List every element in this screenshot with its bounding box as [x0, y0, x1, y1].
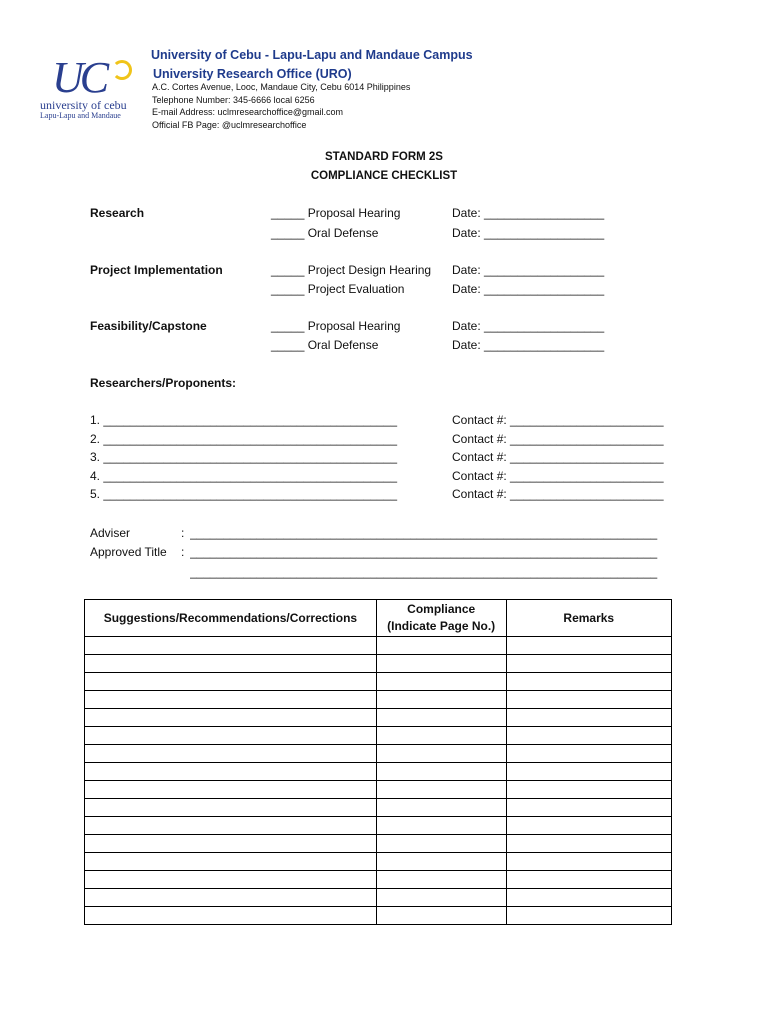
compliance-cell[interactable]: [376, 871, 506, 889]
suggestion-cell[interactable]: [85, 907, 377, 925]
campus-name: University of Cebu - Lapu-Lapu and Mandaue Campus: [151, 48, 473, 62]
compliance-cell[interactable]: [376, 727, 506, 745]
logo-subtitle: Lapu-Lapu and Mandaue: [40, 111, 121, 120]
remarks-cell[interactable]: [506, 781, 671, 799]
researcher-name-field[interactable]: 5. ____________________________________________: [90, 487, 397, 501]
suggestion-cell[interactable]: [85, 673, 377, 691]
remarks-cell[interactable]: [506, 673, 671, 691]
compliance-header-line1: Compliance: [407, 602, 476, 616]
compliance-cell[interactable]: [376, 817, 506, 835]
suggestion-cell[interactable]: [85, 781, 377, 799]
table-row: [85, 727, 672, 745]
remarks-cell[interactable]: [506, 727, 671, 745]
remarks-cell[interactable]: [506, 889, 671, 907]
suggestion-cell[interactable]: [85, 727, 377, 745]
researcher-name-field[interactable]: 4. ____________________________________________: [90, 469, 397, 483]
remarks-cell[interactable]: [506, 871, 671, 889]
compliance-cell[interactable]: [376, 853, 506, 871]
compliance-cell[interactable]: [376, 763, 506, 781]
university-logo: [38, 53, 138, 126]
adviser-label: Adviser: [90, 526, 131, 540]
suggestion-cell[interactable]: [85, 889, 377, 907]
adviser-colon: :: [181, 526, 185, 540]
table-row: [85, 799, 672, 817]
compliance-cell[interactable]: [376, 655, 506, 673]
contact-field[interactable]: Contact #: _______________________: [452, 413, 664, 427]
date-field[interactable]: Date: __________________: [452, 319, 605, 333]
telephone: Telephone Number: 345-6666 local 6256: [152, 95, 315, 105]
contact-field[interactable]: Contact #: _______________________: [452, 432, 664, 446]
suggestion-cell[interactable]: [85, 835, 377, 853]
suggestion-cell[interactable]: [85, 655, 377, 673]
suggestion-cell[interactable]: [85, 709, 377, 727]
researcher-name-field[interactable]: 1. ____________________________________________: [90, 413, 397, 427]
facebook-page: Official FB Page: @uclmresearchoffice: [152, 120, 307, 130]
form-subtitle: COMPLIANCE CHECKLIST: [310, 170, 458, 182]
approved-title-label: Approved Title: [90, 545, 167, 559]
table-row: [85, 889, 672, 907]
compliance-cell[interactable]: [376, 781, 506, 799]
table-row: [85, 745, 672, 763]
compliance-cell[interactable]: [376, 673, 506, 691]
suggestion-cell[interactable]: [85, 817, 377, 835]
suggestion-cell[interactable]: [85, 853, 377, 871]
contact-field[interactable]: Contact #: _______________________: [452, 469, 664, 483]
suggestion-cell[interactable]: [85, 637, 377, 655]
logo-name: university of cebu: [40, 98, 127, 112]
researcher-name-field[interactable]: 3. ____________________________________________: [90, 450, 397, 464]
date-field[interactable]: Date: __________________: [452, 338, 605, 352]
remarks-cell[interactable]: [506, 709, 671, 727]
compliance-cell[interactable]: [376, 835, 506, 853]
remarks-cell[interactable]: [506, 907, 671, 925]
checkbox-line[interactable]: _____ Project Evaluation: [271, 282, 405, 296]
researchers-label: Researchers/Proponents:: [90, 376, 237, 390]
suggestion-cell[interactable]: [85, 691, 377, 709]
approved-title-field[interactable]: ______________________________________________________________________: [190, 545, 658, 559]
date-field[interactable]: Date: __________________: [452, 263, 605, 277]
compliance-cell[interactable]: [376, 637, 506, 655]
checkbox-line[interactable]: _____ Project Design Hearing: [271, 263, 432, 277]
logo-mark: UC: [52, 53, 106, 102]
column-header-suggestions: Suggestions/Recommendations/Corrections: [85, 600, 377, 637]
table-row: [85, 907, 672, 925]
date-field[interactable]: Date: __________________: [452, 226, 605, 240]
contact-field[interactable]: Contact #: _______________________: [452, 450, 664, 464]
address: A.C. Cortes Avenue, Looc, Mandaue City, Cebu 6014 Philippines: [152, 82, 411, 92]
researcher-name-field[interactable]: 2. ____________________________________________: [90, 432, 397, 446]
table-row: [85, 835, 672, 853]
table-row: [85, 763, 672, 781]
table-row: [85, 781, 672, 799]
remarks-cell[interactable]: [506, 691, 671, 709]
email: E-mail Address: uclmresearchoffice@gmail.com: [152, 107, 344, 117]
approved-title-colon: :: [181, 545, 185, 559]
checkbox-line[interactable]: _____ Proposal Hearing: [271, 206, 401, 220]
remarks-cell[interactable]: [506, 853, 671, 871]
suggestion-cell[interactable]: [85, 745, 377, 763]
compliance-cell[interactable]: [376, 907, 506, 925]
category-label-feasibility: Feasibility/Capstone: [90, 319, 207, 333]
table-row: [85, 691, 672, 709]
logo-sun-icon: [112, 60, 132, 80]
table-header-row: [85, 600, 672, 637]
checkbox-line[interactable]: _____ Proposal Hearing: [271, 319, 401, 333]
compliance-table: [84, 599, 672, 925]
contact-field[interactable]: Contact #: _______________________: [452, 487, 664, 501]
remarks-cell[interactable]: [506, 745, 671, 763]
remarks-cell[interactable]: [506, 835, 671, 853]
remarks-cell[interactable]: [506, 637, 671, 655]
form-title: STANDARD FORM 2S: [325, 151, 443, 163]
column-header-compliance: [376, 600, 506, 637]
table-row: [85, 673, 672, 691]
compliance-cell[interactable]: [376, 709, 506, 727]
table-body: [85, 637, 672, 925]
table-row: [85, 871, 672, 889]
category-label-research: Research: [90, 206, 145, 220]
table-row: [85, 655, 672, 673]
date-field[interactable]: Date: __________________: [452, 282, 605, 296]
suggestion-cell[interactable]: [85, 871, 377, 889]
compliance-cell[interactable]: [376, 745, 506, 763]
category-label-project: Project Implementation: [90, 263, 223, 277]
compliance-cell[interactable]: [376, 889, 506, 907]
compliance-cell[interactable]: [376, 799, 506, 817]
suggestion-cell[interactable]: [85, 799, 377, 817]
remarks-cell[interactable]: [506, 817, 671, 835]
checkbox-line[interactable]: _____ Oral Defense: [271, 226, 379, 240]
compliance-header-line2: (Indicate Page No.): [387, 619, 496, 633]
checkbox-line[interactable]: _____ Oral Defense: [271, 338, 379, 352]
table-row: [85, 817, 672, 835]
table-row: [85, 709, 672, 727]
remarks-cell[interactable]: [506, 799, 671, 817]
compliance-cell[interactable]: [376, 691, 506, 709]
table-row: [85, 853, 672, 871]
table-row: [85, 637, 672, 655]
office-name: University Research Office (URO): [153, 67, 352, 81]
date-field[interactable]: Date: __________________: [452, 206, 605, 220]
approved-title-field-line2[interactable]: ______________________________________________________________________: [190, 565, 658, 579]
remarks-cell[interactable]: [506, 655, 671, 673]
column-header-remarks: Remarks: [506, 600, 671, 637]
remarks-cell[interactable]: [506, 763, 671, 781]
adviser-field[interactable]: ______________________________________________________________________: [190, 526, 658, 540]
suggestion-cell[interactable]: [85, 763, 377, 781]
